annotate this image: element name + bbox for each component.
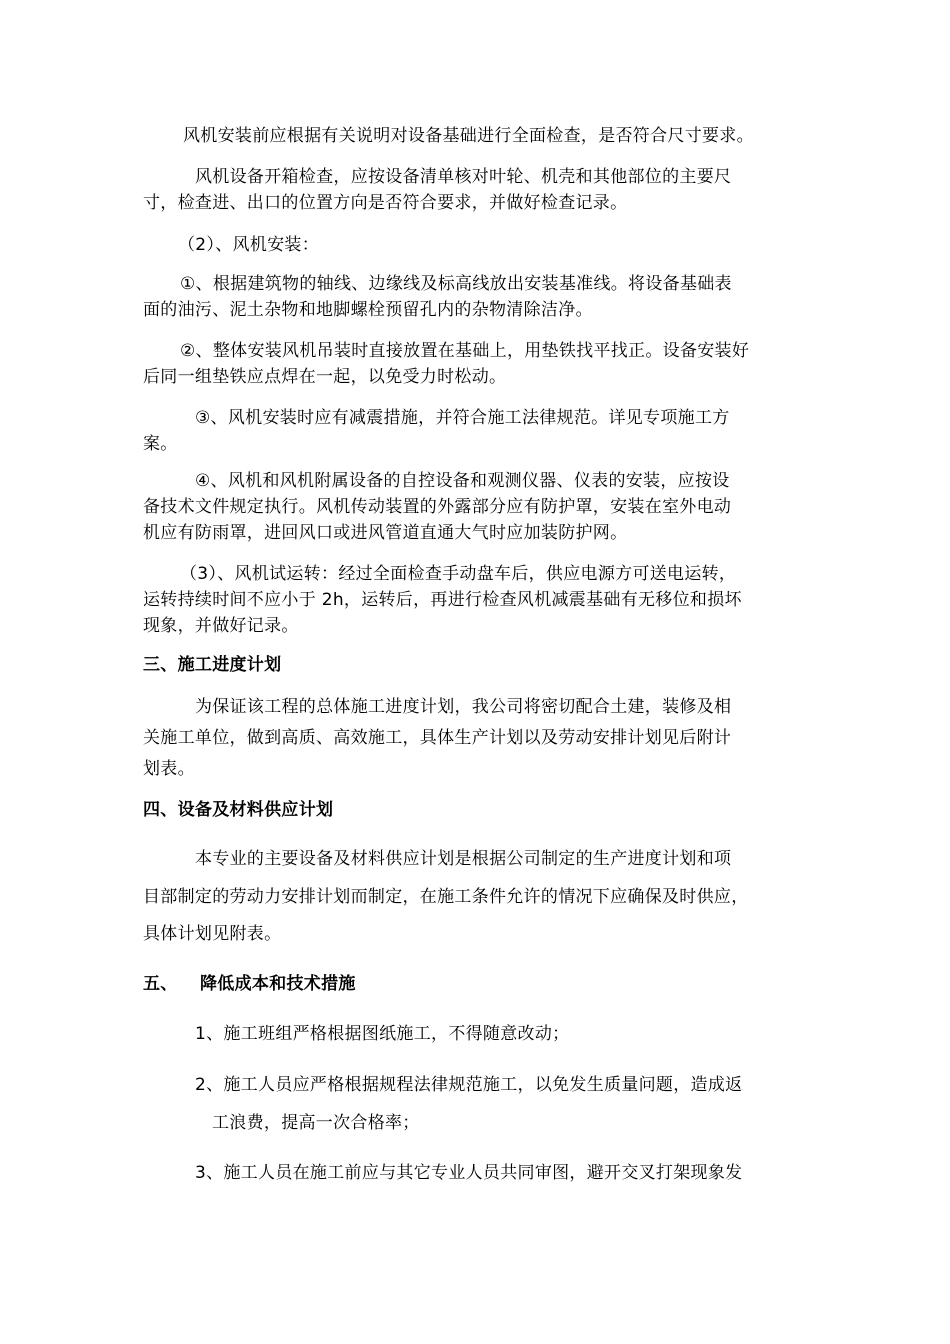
paragraph-schedule-line-1: 为保证该工程的总体施工进度计划，我公司将密切配合土建，装修及相 xyxy=(195,697,732,717)
list-item-2-line-2: 工浪费，提高一次合格率； xyxy=(212,1113,420,1133)
paragraph-step3-line-1: ③、风机安装时应有减震措施，并符合施工法律规范。详见专项施工方 xyxy=(195,408,730,428)
paragraph-fan-unboxing-line-2: 寸，检查进、出口的位置方向是否符合要求，并做好检查记录。 xyxy=(143,193,628,213)
paragraph-step4-line-2: 备技术文件规定执行。风机传动装置的外露部分应有防护罩，安装在室外电动 xyxy=(143,497,732,517)
subheading-fan-installation: （2）、风机安装： xyxy=(178,235,320,255)
paragraph-trial-run-line-1: （3）、风机试运转：经过全面检查手动盘车后，供应电源方可送电运转， xyxy=(180,564,737,584)
list-item-3: 3、施工人员在施工前应与其它专业人员共同审图，避开交叉打架现象发 xyxy=(195,1163,743,1183)
paragraph-supply-line-2: 目部制定的劳动力安排计划而制定，在施工条件允许的情况下应确保及时供应， xyxy=(143,887,749,907)
list-item-1: 1、施工班组严格根据图纸施工，不得随意改动； xyxy=(195,1024,570,1044)
paragraph-trial-run-line-3: 现象，并做好记录。 xyxy=(143,616,299,636)
paragraph-step3-line-2: 案。 xyxy=(143,434,178,454)
paragraph-fan-foundation-check: 风机安装前应根据有关说明对设备基础进行全面检查，是否符合尺寸要求。 xyxy=(183,126,754,146)
paragraph-step4-line-3: 机应有防雨罩，进回风口或进风管道直通大气时应加装防护网。 xyxy=(143,523,628,543)
section-heading-cost-reduction: 降低成本和技术措施 xyxy=(200,974,356,994)
paragraph-step2-line-1: ②、整体安装风机吊装时直接放置在基础上，用垫铁找平找正。设备安装好 xyxy=(180,341,750,361)
paragraph-step1-line-1: ①、根据建筑物的轴线、边缘线及标高线放出安装基准线。将设备基础表 xyxy=(180,274,732,294)
paragraph-step4-line-1: ④、风机和风机附属设备的自控设备和观测仪器、仪表的安装，应按设 xyxy=(195,471,730,491)
paragraph-schedule-line-3: 划表。 xyxy=(143,759,195,779)
paragraph-supply-line-1: 本专业的主要设备及材料供应计划是根据公司制定的生产进度计划和项 xyxy=(195,849,732,869)
paragraph-trial-run-line-2: 运转持续时间不应小于 2h，运转后，再进行检查风机减震基础有无移位和损坏 xyxy=(143,590,742,610)
list-item-2-line-1: 2、施工人员应严格根据规程法律规范施工，以免发生质量问题，造成返 xyxy=(195,1075,743,1095)
section-heading-schedule: 三、施工进度计划 xyxy=(143,655,282,675)
paragraph-supply-line-3: 具体计划见附表。 xyxy=(143,924,282,944)
paragraph-schedule-line-2: 关施工单位，做到高质、高效施工，具体生产计划以及劳动安排计划见后附计 xyxy=(143,728,732,748)
section-heading-supply-plan: 四、设备及材料供应计划 xyxy=(143,800,334,820)
paragraph-step2-line-2: 后同一组垫铁应点焊在一起，以免受力时松动。 xyxy=(143,367,507,387)
paragraph-step1-line-2: 面的油污、泥土杂物和地脚螺栓预留孔内的杂物清除洁净。 xyxy=(143,300,593,320)
paragraph-fan-unboxing-line-1: 风机设备开箱检查，应按设备清单核对叶轮、机壳和其他部位的主要尺 xyxy=(195,167,732,187)
section-heading-number-five: 五、 xyxy=(143,974,178,994)
